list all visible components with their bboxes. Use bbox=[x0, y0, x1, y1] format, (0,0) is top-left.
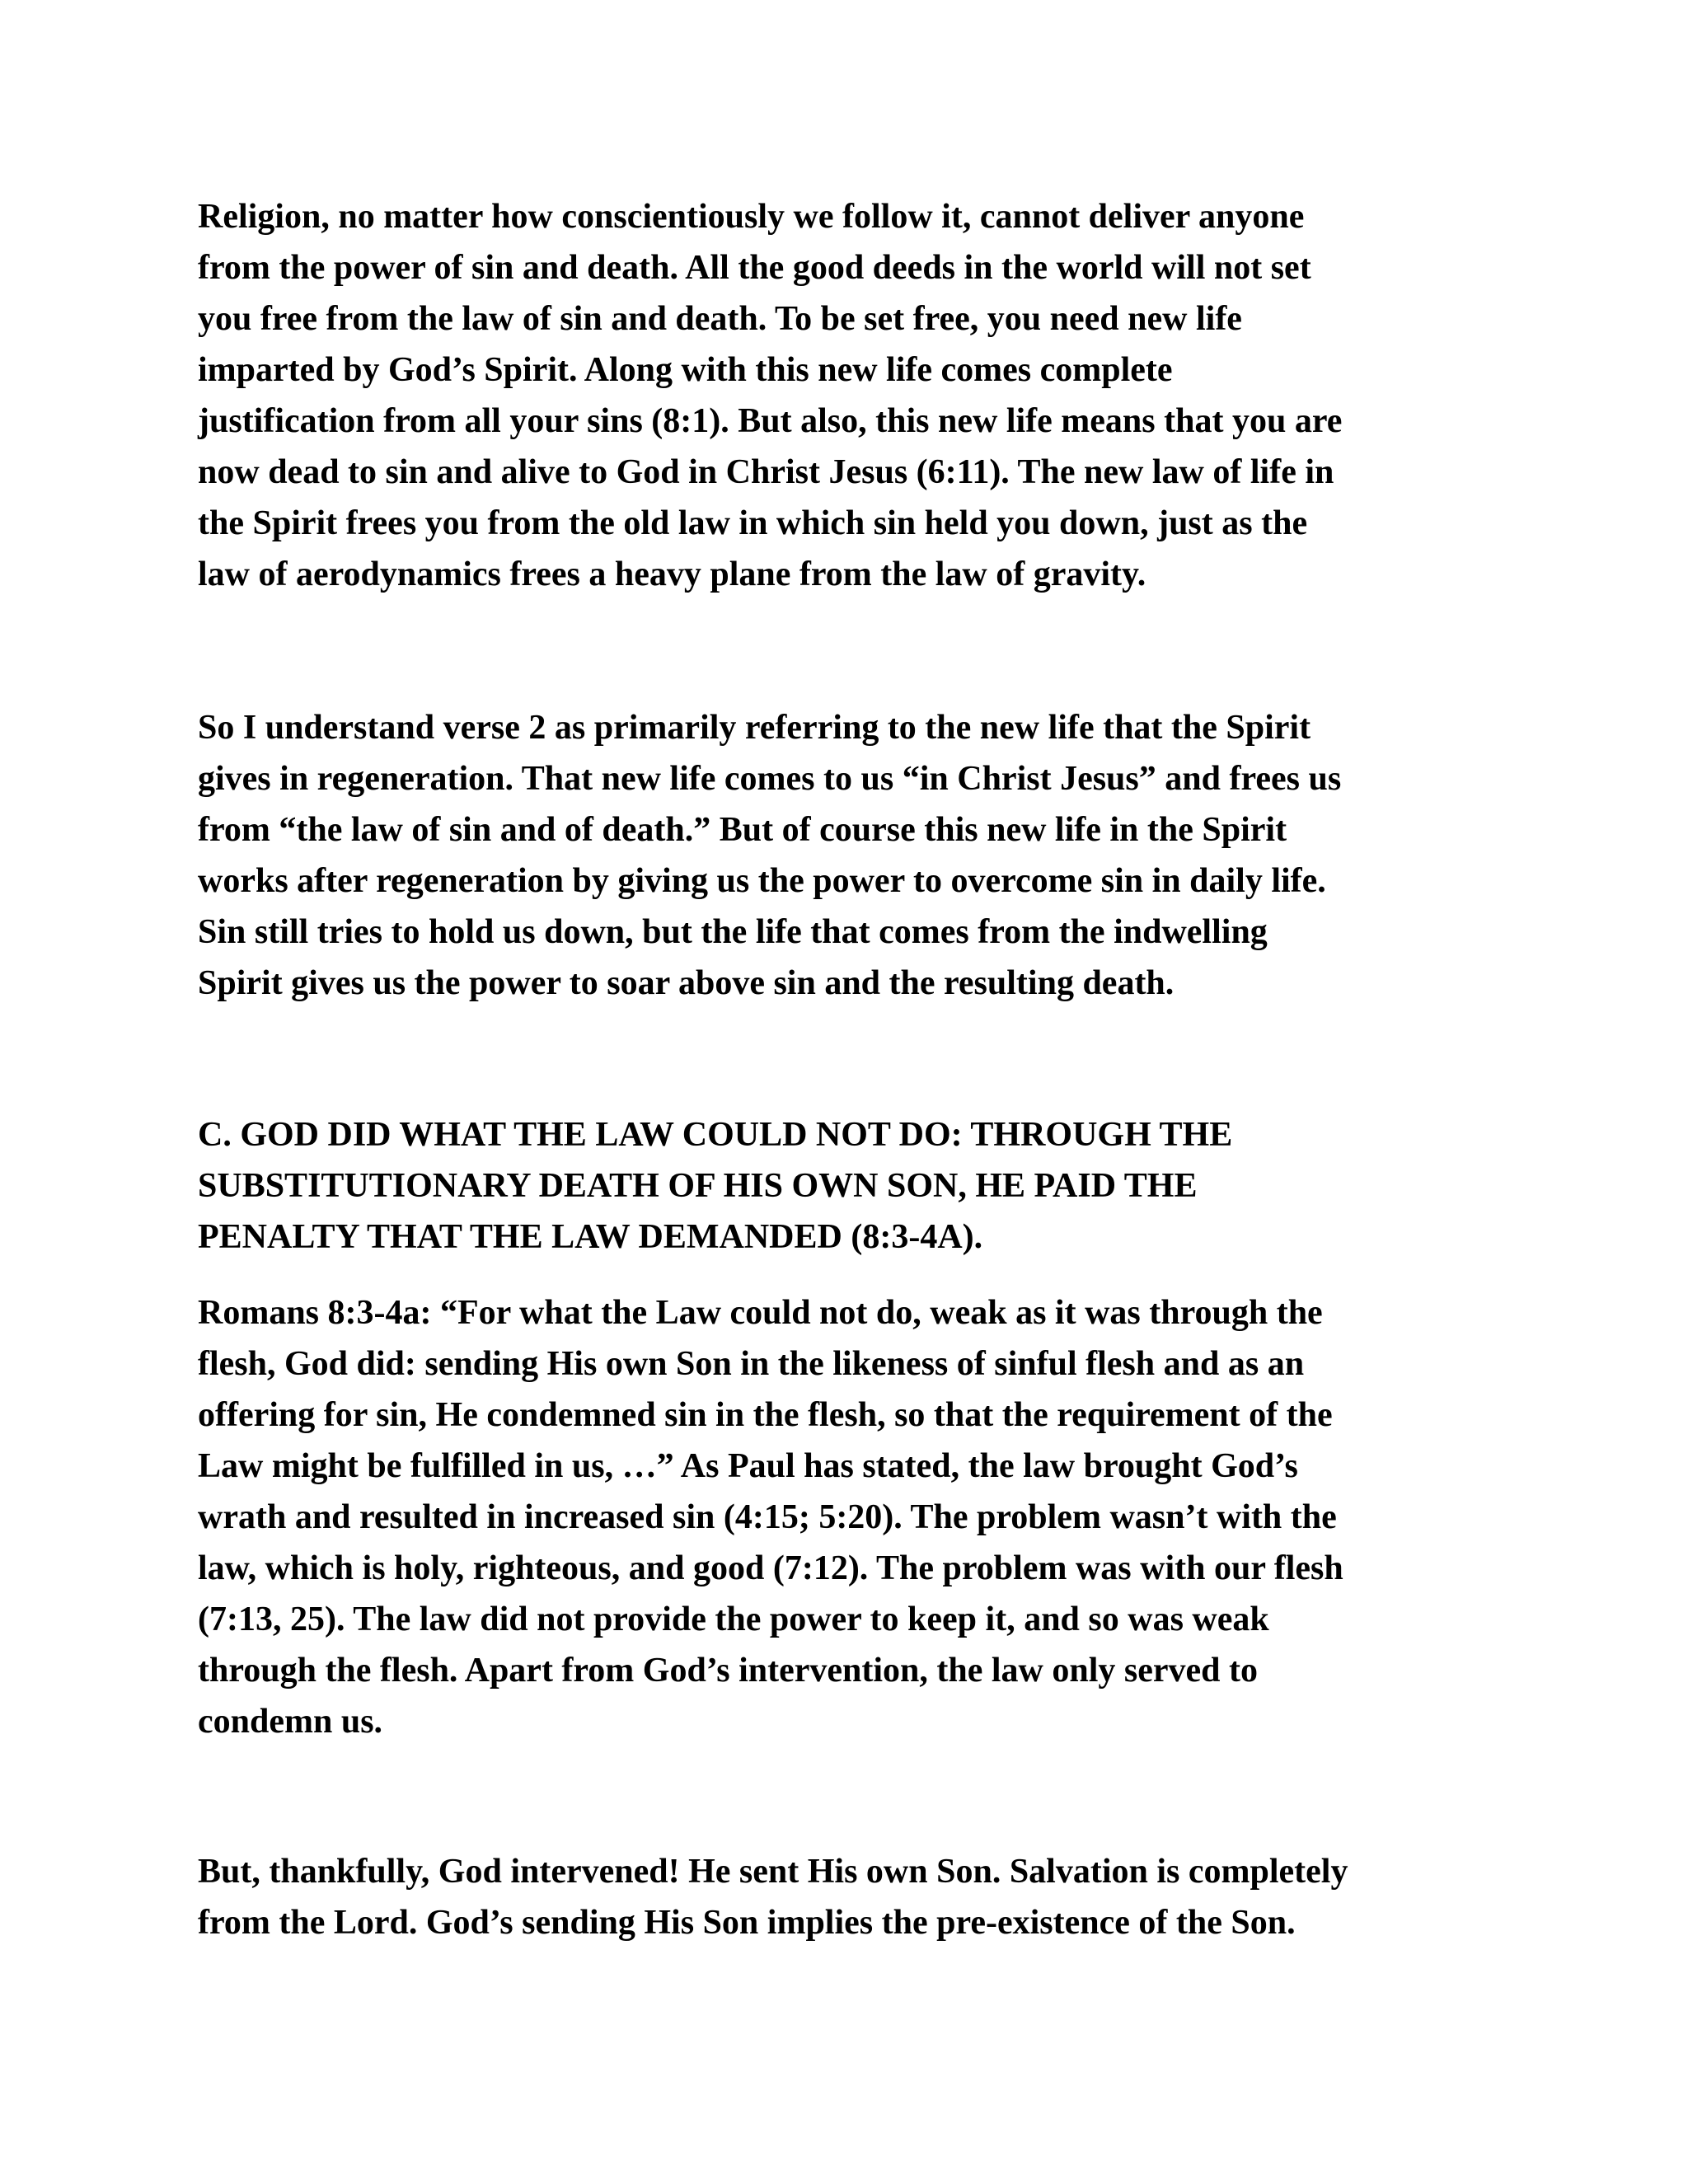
paragraph-religion: Religion, no matter how conscientiously we follow it, cannot deliver anyone from the power of sin and death. All the good deeds in the world will not set you free from the law of sin and death. To be set free, you need new life imparted by God’s Spirit. Along with this new life comes complete justification from all your sins (8:1). But also, this new life means that you are now dead to sin and alive to God in Christ Jesus (6:11). The new law of life in the Spirit frees you from the old law in which sin held you down, just as the law of aerodynamics frees a heavy plane from the law of gravity. bbox=[198, 198, 1343, 593]
paragraph-god-intervened: But, thankfully, God intervened! He sent His own Son. Salvation is completely from the Lord. God’s sending His Son implies the pre-existence of the Son. bbox=[198, 1853, 1348, 1942]
paragraph-verse-2: So I understand verse 2 as primarily referring to the new life that the Spirit gives in regeneration. That new life comes to us “in Christ Jesus” and frees us from “the law of sin and of death.” But of course this new life in the Spirit works after regeneration by giving us the power to overcome sin in daily life. Sin still tries to hold us down, but the life that comes from the indwelling Spirit gives us the power to soar above sin and the resulting death. bbox=[198, 709, 1342, 1002]
paragraph-romans-8-3: Romans 8:3-4a: “For what the Law could not do, weak as it was through the flesh, God did: sending His own Son in the likeness of sinful flesh and as an offering for sin, He condemned sin in the flesh, so that the requirement of the Law might be fulfilled in us, …” As Paul has stated, the law brought God’s wrath and resulted in increased sin (4:15; 5:20). The problem wasn’t with the law, which is holy, righteous, and good (7:12). The problem was with our flesh (7:13, 25). The law did not provide the power to keep it, and so was weak through the flesh. Apart from God’s intervention, the law only served to condemn us. bbox=[198, 1294, 1343, 1741]
section-heading-c: C. GOD DID WHAT THE LAW COULD NOT DO: THROUGH THE SUBSTITUTIONARY DEATH OF HIS OWN SON, HE PAID THE PENALTY THAT THE LAW DEMANDED (8:3-4A). bbox=[198, 1116, 1233, 1256]
